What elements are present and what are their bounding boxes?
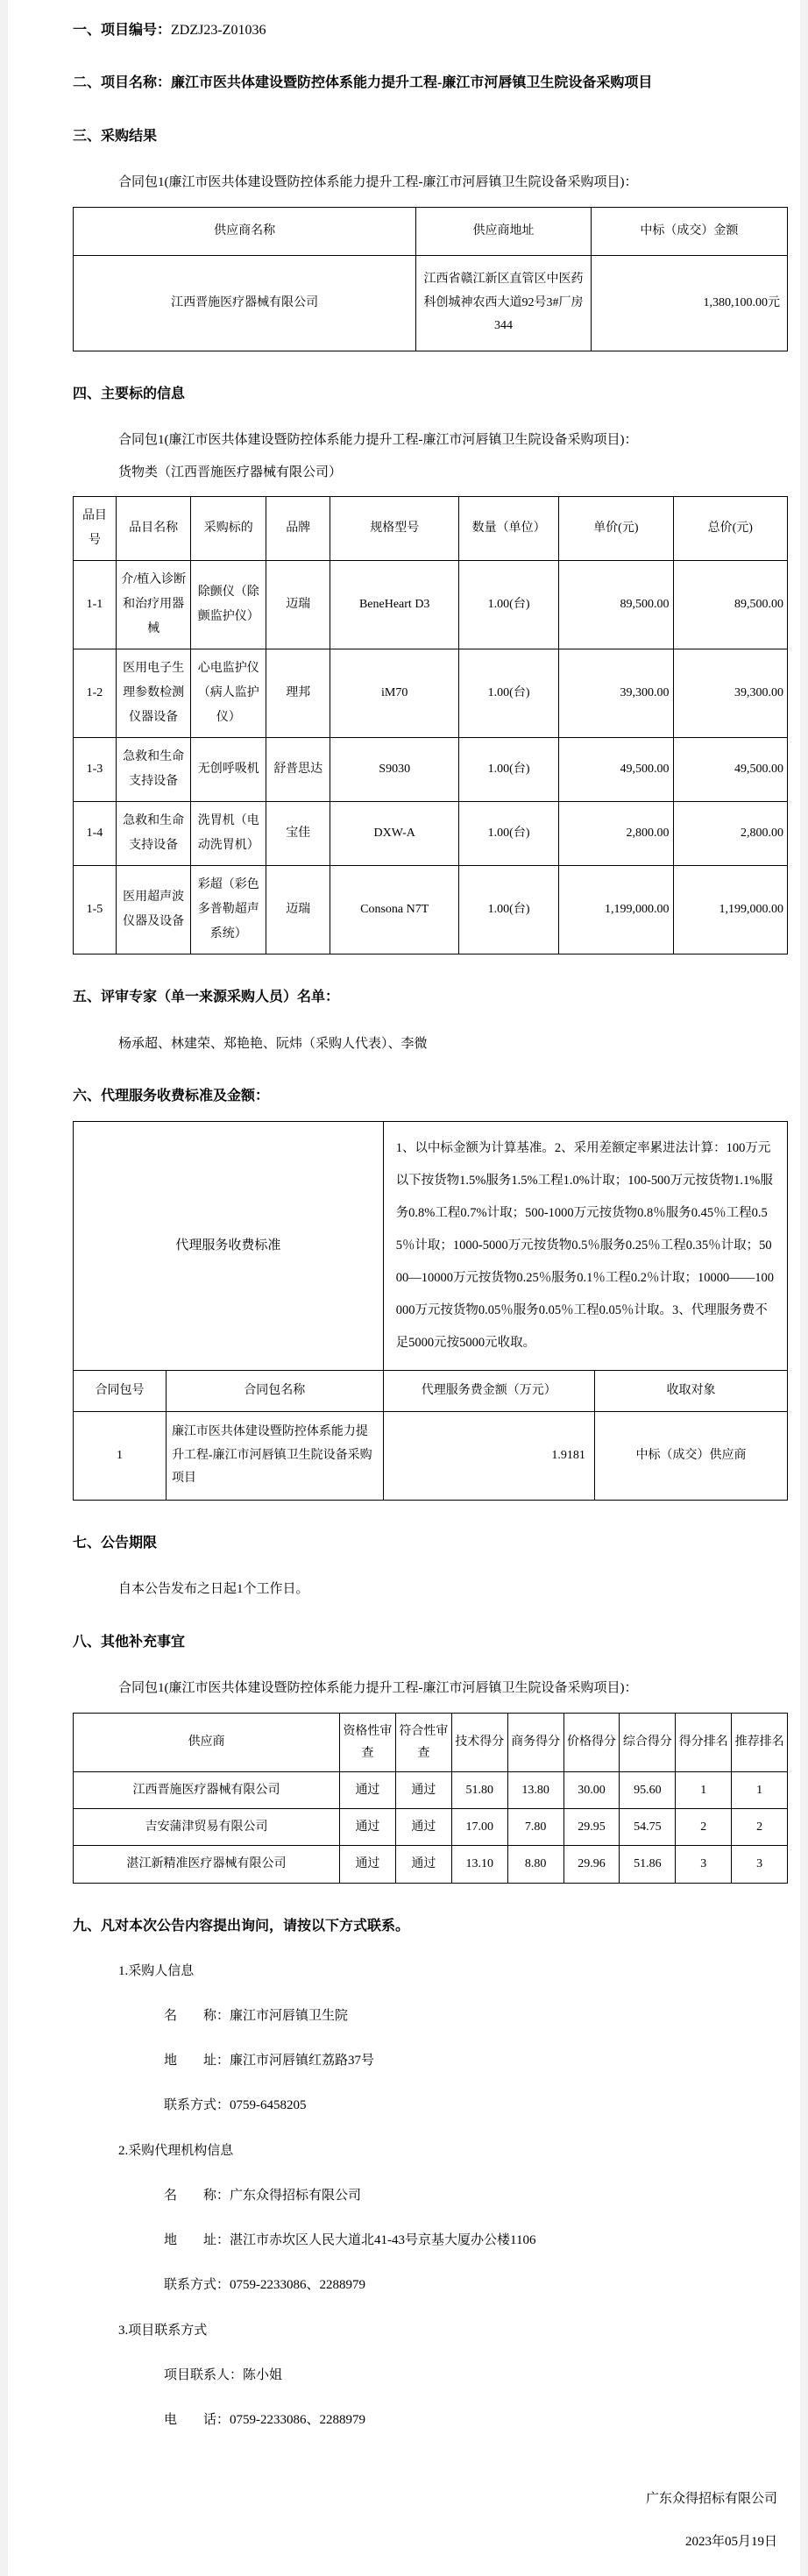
fee-header-package-no: 合同包号 bbox=[74, 1370, 167, 1412]
item-model-cell: S9030 bbox=[330, 738, 459, 802]
table-row bbox=[74, 649, 788, 738]
item-model-cell: BeneHeart D3 bbox=[330, 561, 459, 649]
award-amount-cell: 1,380,100.00元 bbox=[591, 256, 787, 351]
item-no-cell: 1-2 bbox=[74, 649, 117, 738]
item-model-cell: iM70 bbox=[330, 649, 459, 738]
table-row bbox=[74, 866, 788, 954]
score-tech-cell: 17.00 bbox=[451, 1809, 507, 1846]
section-agency-fee-title: 六、代理服务收费标准及金额： bbox=[73, 1089, 270, 1104]
section-project-number bbox=[73, 21, 788, 40]
project-name-value: 廉江市医共体建设暨防控体系能力提升工程-廉江市河唇镇卫生院设备采购项目 bbox=[171, 75, 653, 91]
fee-amount-cell: 1.9181 bbox=[383, 1412, 594, 1501]
section-contact-title: 九、凡对本次公告内容提出询问，请按以下方式联系。 bbox=[73, 1918, 410, 1934]
score-price-cell: 30.00 bbox=[563, 1772, 620, 1809]
item-target-cell: 洗胃机（电动洗胃机） bbox=[191, 802, 266, 866]
item-model-cell: DXW-A bbox=[330, 802, 459, 866]
fee-package-no-cell: 1 bbox=[74, 1412, 167, 1501]
result-table-header-row bbox=[74, 207, 788, 256]
items-header-total-price: 总价(元) bbox=[673, 497, 787, 561]
item-brand-cell: 宝佳 bbox=[266, 802, 330, 866]
item-brand-cell: 迈瑞 bbox=[266, 561, 330, 649]
item-unit-price-cell: 89,500.00 bbox=[559, 561, 673, 649]
item-total-price-cell: 2,800.00 bbox=[673, 802, 787, 866]
buyer-name-value: 廉江市河唇镇卫生院 bbox=[230, 2008, 349, 2023]
rec-rank-cell: 1 bbox=[732, 1772, 788, 1809]
agency-tel-value: 0759-2233086、2288979 bbox=[230, 2277, 366, 2292]
project-number-value: ZDZJ23-Z01036 bbox=[171, 23, 266, 38]
result-header-award-amount: 中标（成交）金额 bbox=[591, 207, 787, 256]
agency-info-title: 2.采购代理机构信息 bbox=[118, 2143, 234, 2158]
project-contact-line bbox=[73, 2365, 788, 2386]
agency-tel-line bbox=[73, 2274, 788, 2296]
item-no-cell: 1-5 bbox=[74, 866, 117, 954]
item-target-cell: 心电监护仪（病人监护仪） bbox=[191, 649, 266, 738]
item-target-cell: 无创呼吸机 bbox=[191, 738, 266, 802]
score-header-conformity: 符合性审查 bbox=[395, 1713, 451, 1771]
agency-name-label: 名 称： bbox=[164, 2188, 230, 2203]
score-header-business: 商务得分 bbox=[507, 1713, 563, 1771]
item-brand-cell: 舒普思达 bbox=[266, 738, 330, 802]
buyer-address-value: 廉江市河唇镇红荔路37号 bbox=[230, 2053, 375, 2068]
items-header-no: 品目号 bbox=[74, 497, 117, 561]
result-table-row bbox=[74, 256, 788, 351]
items-table-header-row bbox=[74, 497, 788, 561]
experts-list: 杨承超、林建荣、郑艳艳、阮炜（采购人代表）、李微 bbox=[118, 1036, 428, 1051]
score-price-cell: 29.95 bbox=[563, 1809, 620, 1846]
fee-package-name-cell: 廉江市医共体建设暨防控体系能力提升工程-廉江市河唇镇卫生院设备采购项目 bbox=[166, 1412, 383, 1501]
table-row bbox=[74, 1772, 788, 1809]
project-number-label: 一、项目编号： bbox=[73, 23, 172, 38]
item-qty-cell: 1.00(台) bbox=[459, 561, 559, 649]
items-table bbox=[73, 496, 788, 954]
items-header-unit-price: 单价(元) bbox=[559, 497, 673, 561]
footer-company: 广东众得招标有限公司 bbox=[645, 2491, 777, 2506]
item-unit-price-cell: 39,300.00 bbox=[559, 649, 673, 738]
result-header-supplier-name: 供应商名称 bbox=[74, 207, 416, 256]
score-conf-cell: 通过 bbox=[395, 1846, 451, 1883]
fee-standard-row bbox=[74, 1121, 788, 1370]
fee-standard-text-cell: 1、以中标金额为计算基准。2、采用差额定率累进法计算：100万元以下按货物1.5%服务1.5%工程1.0%计取；100-500万元按货物1.1%服务0.8%工程0.7%计取；500-1000万元按货物0.8％服务0.45％工程0.55％计取；1000-5000万元按货物0.5％服务0.25％工程0.35％计取；5000—10000万元按货物0.25％服务0.1％工程0.2％计取；10000——100000万元按货物0.05％服务0.05％工程0.05％计取。3、代理服务费不足5000元按5000元收取。 bbox=[383, 1121, 787, 1370]
section-procurement-result-title: 三、采购结果 bbox=[73, 128, 158, 144]
score-header-technical: 技术得分 bbox=[451, 1713, 507, 1771]
score-header-supplier: 供应商 bbox=[74, 1713, 340, 1771]
item-qty-cell: 1.00(台) bbox=[459, 866, 559, 954]
result-table bbox=[73, 207, 788, 351]
score-supplier-cell: 吉安蒲津贸易有限公司 bbox=[74, 1809, 340, 1846]
items-header-model: 规格型号 bbox=[330, 497, 459, 561]
score-rank-cell: 2 bbox=[676, 1809, 732, 1846]
item-no-cell: 1-4 bbox=[74, 802, 117, 866]
agency-address-value: 湛江市赤坎区人民大道北41-43号京基大厦办公楼1106 bbox=[230, 2232, 536, 2247]
agency-name-value: 广东众得招标有限公司 bbox=[230, 2188, 362, 2203]
item-target-cell: 除颤仪（除颤监护仪） bbox=[191, 561, 266, 649]
score-supplier-cell: 江西晋施医疗器械有限公司 bbox=[74, 1772, 340, 1809]
score-total-cell: 54.75 bbox=[620, 1809, 676, 1846]
score-qual-cell: 通过 bbox=[340, 1772, 396, 1809]
supplier-address-cell: 江西省赣江新区直管区中医药科创城神农西大道92号3#厂房344 bbox=[416, 256, 592, 351]
section-main-bid-title: 四、主要标的信息 bbox=[73, 387, 186, 402]
item-name-cell: 医用电子生理参数检测仪器设备 bbox=[116, 649, 191, 738]
items-header-qty: 数量（单位） bbox=[459, 497, 559, 561]
item-brand-cell: 理邦 bbox=[266, 649, 330, 738]
section-experts-title: 五、评审专家（单一来源采购人员）名单： bbox=[73, 990, 340, 1005]
item-name-cell: 医用超声波仪器及设备 bbox=[116, 866, 191, 954]
buyer-address-label: 地 址： bbox=[164, 2053, 230, 2068]
item-name-cell: 介/植入诊断和治疗用器械 bbox=[116, 561, 191, 649]
score-total-cell: 51.86 bbox=[620, 1846, 676, 1883]
score-header-price: 价格得分 bbox=[563, 1713, 620, 1771]
item-qty-cell: 1.00(台) bbox=[459, 802, 559, 866]
items-header-name: 品目名称 bbox=[116, 497, 191, 561]
score-qual-cell: 通过 bbox=[340, 1809, 396, 1846]
item-total-price-cell: 39,300.00 bbox=[673, 649, 787, 738]
buyer-tel-value: 0759-6458205 bbox=[230, 2097, 307, 2112]
table-row bbox=[74, 738, 788, 802]
score-conf-cell: 通过 bbox=[395, 1809, 451, 1846]
score-total-cell: 95.60 bbox=[620, 1772, 676, 1809]
buyer-address-line bbox=[73, 2050, 788, 2071]
items-header-target: 采购标的 bbox=[191, 497, 266, 561]
document-footer bbox=[73, 2488, 788, 2550]
score-price-cell: 29.96 bbox=[563, 1846, 620, 1883]
project-contact-title: 3.项目联系方式 bbox=[118, 2323, 208, 2338]
main-bid-category: 货物类（江西晋施医疗器械有限公司） bbox=[118, 465, 343, 479]
score-tech-cell: 51.80 bbox=[451, 1772, 507, 1809]
table-row bbox=[74, 1846, 788, 1883]
contact-block bbox=[73, 1961, 788, 2431]
item-unit-price-cell: 2,800.00 bbox=[559, 802, 673, 866]
footer-date: 2023年05月19日 bbox=[684, 2534, 777, 2549]
item-total-price-cell: 89,500.00 bbox=[673, 561, 787, 649]
announcement-document bbox=[8, 0, 800, 2576]
fee-standard-label-cell: 代理服务收费标准 bbox=[74, 1121, 384, 1370]
score-qual-cell: 通过 bbox=[340, 1846, 396, 1883]
score-header-total: 综合得分 bbox=[620, 1713, 676, 1771]
section-supplementary-title: 八、其他补充事宜 bbox=[73, 1634, 186, 1650]
item-unit-price-cell: 49,500.00 bbox=[559, 738, 673, 802]
fee-header-amount: 代理服务费金额（万元） bbox=[383, 1370, 594, 1412]
section-project-name bbox=[73, 74, 788, 93]
project-contact-value: 陈小姐 bbox=[243, 2367, 283, 2382]
fee-table-row bbox=[74, 1412, 788, 1501]
project-phone-label: 电 话： bbox=[164, 2412, 230, 2427]
agency-tel-label: 联系方式： bbox=[164, 2277, 230, 2292]
announcement-period-value: 自本公告发布之日起1个工作日。 bbox=[118, 1582, 309, 1597]
score-tech-cell: 13.10 bbox=[451, 1846, 507, 1883]
score-conf-cell: 通过 bbox=[395, 1772, 451, 1809]
rec-rank-cell: 2 bbox=[732, 1809, 788, 1846]
buyer-name-label: 名 称： bbox=[164, 2008, 230, 2023]
fee-header-payer: 收取对象 bbox=[594, 1370, 787, 1412]
table-row bbox=[74, 1809, 788, 1846]
score-biz-cell: 7.80 bbox=[507, 1809, 563, 1846]
item-model-cell: Consona N7T bbox=[330, 866, 459, 954]
score-rank-cell: 1 bbox=[676, 1772, 732, 1809]
table-row bbox=[74, 802, 788, 866]
result-header-supplier-address: 供应商地址 bbox=[416, 207, 592, 256]
buyer-info-title: 1.采购人信息 bbox=[118, 1963, 195, 1978]
score-header-qualification: 资格性审查 bbox=[340, 1713, 396, 1771]
project-phone-line bbox=[73, 2409, 788, 2431]
item-qty-cell: 1.00(台) bbox=[459, 649, 559, 738]
item-brand-cell: 迈瑞 bbox=[266, 866, 330, 954]
agency-address-line bbox=[73, 2230, 788, 2251]
score-rank-cell: 3 bbox=[676, 1846, 732, 1883]
fee-header-package-name: 合同包名称 bbox=[166, 1370, 383, 1412]
fee-table bbox=[73, 1121, 788, 1501]
score-table bbox=[73, 1713, 788, 1884]
item-no-cell: 1-3 bbox=[74, 738, 117, 802]
item-qty-cell: 1.00(台) bbox=[459, 738, 559, 802]
score-table-header-row bbox=[74, 1713, 788, 1771]
score-biz-cell: 8.80 bbox=[507, 1846, 563, 1883]
item-no-cell: 1-1 bbox=[74, 561, 117, 649]
score-header-rec-rank: 推荐排名 bbox=[732, 1713, 788, 1771]
table-row bbox=[74, 561, 788, 649]
procurement-result-intro: 合同包1(廉江市医共体建设暨防控体系能力提升工程-廉江市河唇镇卫生院设备采购项目)： bbox=[118, 175, 638, 190]
score-header-score-rank: 得分排名 bbox=[676, 1713, 732, 1771]
item-total-price-cell: 49,500.00 bbox=[673, 738, 787, 802]
section-announcement-period-title: 七、公告期限 bbox=[73, 1535, 158, 1551]
agency-name-line bbox=[73, 2185, 788, 2206]
project-contact-label: 项目联系人： bbox=[164, 2367, 244, 2382]
project-phone-value: 0759-2233086、2288979 bbox=[230, 2412, 366, 2427]
item-unit-price-cell: 1,199,000.00 bbox=[559, 866, 673, 954]
buyer-name-line bbox=[73, 2005, 788, 2026]
item-name-cell: 急救和生命支持设备 bbox=[116, 738, 191, 802]
fee-table-header-row bbox=[74, 1370, 788, 1412]
main-bid-intro: 合同包1(廉江市医共体建设暨防控体系能力提升工程-廉江市河唇镇卫生院设备采购项目)： bbox=[118, 433, 638, 448]
fee-payer-cell: 中标（成交）供应商 bbox=[594, 1412, 787, 1501]
item-total-price-cell: 1,199,000.00 bbox=[673, 866, 787, 954]
supplementary-intro: 合同包1(廉江市医共体建设暨防控体系能力提升工程-廉江市河唇镇卫生院设备采购项目)： bbox=[118, 1681, 638, 1696]
rec-rank-cell: 3 bbox=[732, 1846, 788, 1883]
agency-address-label: 地 址： bbox=[164, 2232, 230, 2247]
buyer-tel-label: 联系方式： bbox=[164, 2097, 230, 2112]
buyer-tel-line bbox=[73, 2095, 788, 2116]
score-biz-cell: 13.80 bbox=[507, 1772, 563, 1809]
items-header-brand: 品牌 bbox=[266, 497, 330, 561]
project-name-label: 二、项目名称： bbox=[73, 75, 172, 91]
supplier-name-cell: 江西晋施医疗器械有限公司 bbox=[74, 256, 416, 351]
item-name-cell: 急救和生命支持设备 bbox=[116, 802, 191, 866]
score-supplier-cell: 湛江新精准医疗器械有限公司 bbox=[74, 1846, 340, 1883]
item-target-cell: 彩超（彩色多普勒超声系统） bbox=[191, 866, 266, 954]
